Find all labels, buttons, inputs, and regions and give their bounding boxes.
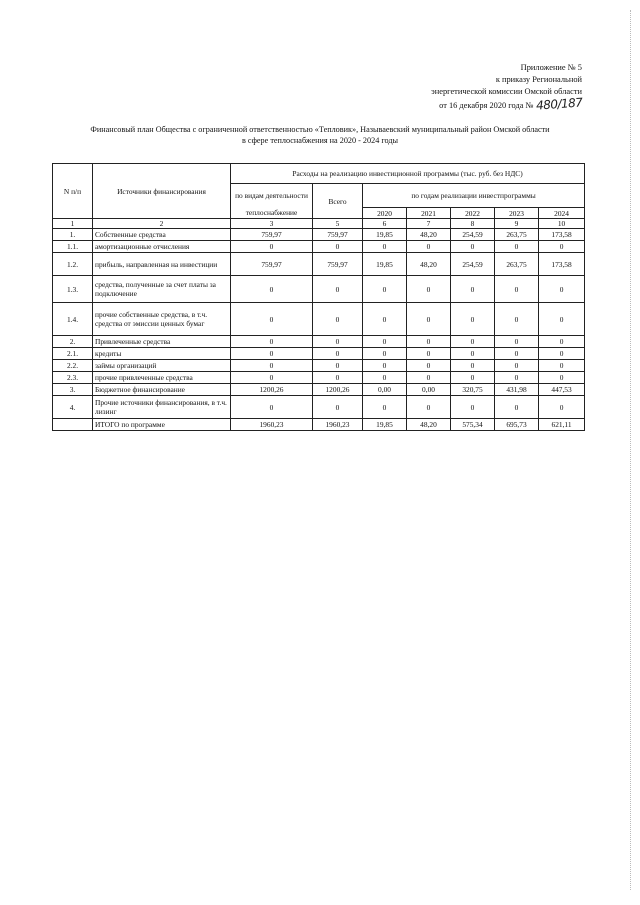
row-total: 1200,26 bbox=[313, 384, 363, 396]
page-edge-line bbox=[630, 10, 632, 890]
appendix-date-text: от 16 декабря 2020 года № bbox=[439, 101, 534, 110]
col-number: 3 bbox=[231, 219, 313, 229]
table-row bbox=[53, 229, 585, 241]
row-2024: 0 bbox=[539, 241, 585, 253]
row-2021: 0 bbox=[407, 360, 451, 372]
header-num: N п/п bbox=[53, 164, 93, 219]
header-year: 2024 bbox=[539, 208, 585, 219]
row-total: 0 bbox=[313, 348, 363, 360]
document-title bbox=[40, 124, 600, 146]
row-2022: 0 bbox=[451, 396, 495, 419]
row-2024: 173,58 bbox=[539, 253, 585, 276]
row-heat: 0 bbox=[231, 348, 313, 360]
row-num: 3. bbox=[53, 384, 93, 396]
financial-plan-table bbox=[52, 163, 585, 431]
appendix-line: энергетической комиссии Омской области bbox=[431, 87, 582, 96]
row-total: 759,97 bbox=[313, 253, 363, 276]
row-2020: 0 bbox=[363, 396, 407, 419]
row-2021: 0 bbox=[407, 372, 451, 384]
row-total: 0 bbox=[313, 336, 363, 348]
row-total: 0 bbox=[313, 241, 363, 253]
table-row bbox=[53, 396, 585, 419]
header-year: 2020 bbox=[363, 208, 407, 219]
row-2020: 19,85 bbox=[363, 419, 407, 431]
row-2022: 575,34 bbox=[451, 419, 495, 431]
row-2023: 0 bbox=[495, 348, 539, 360]
table-row-total bbox=[53, 419, 585, 431]
row-2022: 254,59 bbox=[451, 229, 495, 241]
row-2023: 0 bbox=[495, 336, 539, 348]
row-2020: 0 bbox=[363, 372, 407, 384]
appendix-line: Приложение № 5 bbox=[520, 63, 582, 72]
row-2020: 0 bbox=[363, 360, 407, 372]
row-2024: 0 bbox=[539, 396, 585, 419]
row-2021: 0 bbox=[407, 241, 451, 253]
row-2020: 19,85 bbox=[363, 253, 407, 276]
col-number: 6 bbox=[363, 219, 407, 229]
row-num: 2.2. bbox=[53, 360, 93, 372]
row-num: 1. bbox=[53, 229, 93, 241]
header-row-1 bbox=[53, 164, 585, 184]
row-2020: 0 bbox=[363, 336, 407, 348]
table-row bbox=[53, 253, 585, 276]
col-number: 9 bbox=[495, 219, 539, 229]
table-row bbox=[53, 348, 585, 360]
row-num: 2.3. bbox=[53, 372, 93, 384]
table-row bbox=[53, 241, 585, 253]
appendix-line: к приказу Региональной bbox=[495, 75, 582, 84]
row-2020: 0 bbox=[363, 276, 407, 303]
col-number: 1 bbox=[53, 219, 93, 229]
col-number: 7 bbox=[407, 219, 451, 229]
row-2023: 0 bbox=[495, 396, 539, 419]
table-row bbox=[53, 276, 585, 303]
row-2024: 0 bbox=[539, 372, 585, 384]
table-row bbox=[53, 303, 585, 336]
title-line: в сфере теплоснабжения на 2020 - 2024 годы bbox=[241, 136, 399, 145]
row-2024: 0 bbox=[539, 276, 585, 303]
row-2021: 48,20 bbox=[407, 419, 451, 431]
row-2020: 0 bbox=[363, 241, 407, 253]
row-2024: 0 bbox=[539, 348, 585, 360]
row-2021: 0 bbox=[407, 303, 451, 336]
row-2022: 0 bbox=[451, 360, 495, 372]
table-row bbox=[53, 372, 585, 384]
row-num: 1.1. bbox=[53, 241, 93, 253]
handwritten-order-number: 480/187 bbox=[535, 95, 583, 113]
row-2020: 0 bbox=[363, 348, 407, 360]
header-by-years: по годам реализации инвестпрограммы bbox=[363, 184, 585, 208]
row-2023: 263,75 bbox=[495, 229, 539, 241]
row-2023: 263,75 bbox=[495, 253, 539, 276]
col-number: 2 bbox=[93, 219, 231, 229]
row-2021: 0 bbox=[407, 396, 451, 419]
row-2024: 447,53 bbox=[539, 384, 585, 396]
header-year: 2021 bbox=[407, 208, 451, 219]
col-number: 5 bbox=[313, 219, 363, 229]
row-heat: 0 bbox=[231, 372, 313, 384]
row-source: Бюджетное финансирование bbox=[93, 384, 231, 396]
row-2023: 431,98 bbox=[495, 384, 539, 396]
header-year: 2023 bbox=[495, 208, 539, 219]
appendix-line-date bbox=[431, 95, 583, 113]
title-line: Финансовый план Общества с ограниченной ответственностью «Тепловик», Называевский муниципальный район Омской области bbox=[90, 125, 550, 134]
row-total: 0 bbox=[313, 276, 363, 303]
row-2021: 48,20 bbox=[407, 253, 451, 276]
row-2023: 0 bbox=[495, 360, 539, 372]
row-source: амортизационные отчисления bbox=[93, 241, 231, 253]
row-heat: 0 bbox=[231, 360, 313, 372]
row-2022: 0 bbox=[451, 241, 495, 253]
row-2021: 0 bbox=[407, 276, 451, 303]
column-number-row bbox=[53, 219, 585, 229]
row-heat: 1200,26 bbox=[231, 384, 313, 396]
row-2022: 0 bbox=[451, 276, 495, 303]
row-source: Собственные средства bbox=[93, 229, 231, 241]
header-source: Источники финансирования bbox=[93, 164, 231, 219]
row-2021: 0 bbox=[407, 348, 451, 360]
row-2024: 0 bbox=[539, 336, 585, 348]
row-heat: 0 bbox=[231, 276, 313, 303]
row-source: Прочие источники финансирования, в т.ч. лизинг bbox=[93, 396, 231, 419]
row-source: займы организаций bbox=[93, 360, 231, 372]
row-source: прибыль, направленная на инвестиции bbox=[93, 253, 231, 276]
row-2022: 254,59 bbox=[451, 253, 495, 276]
row-2022: 0 bbox=[451, 372, 495, 384]
row-2020: 0,00 bbox=[363, 384, 407, 396]
row-heat: 759,97 bbox=[231, 253, 313, 276]
row-heat: 759,97 bbox=[231, 229, 313, 241]
row-2022: 0 bbox=[451, 348, 495, 360]
row-num bbox=[53, 419, 93, 431]
row-total: 0 bbox=[313, 396, 363, 419]
header-by-activity: по видам деятельности bbox=[231, 184, 313, 208]
row-total: 0 bbox=[313, 360, 363, 372]
row-num: 1.2. bbox=[53, 253, 93, 276]
header-heat-supply: теплоснабжение bbox=[231, 208, 313, 219]
row-2022: 0 bbox=[451, 336, 495, 348]
row-source: Привлеченные средства bbox=[93, 336, 231, 348]
row-2020: 0 bbox=[363, 303, 407, 336]
row-2022: 320,75 bbox=[451, 384, 495, 396]
row-2024: 0 bbox=[539, 303, 585, 336]
row-heat: 0 bbox=[231, 396, 313, 419]
row-num: 1.4. bbox=[53, 303, 93, 336]
row-num: 1.3. bbox=[53, 276, 93, 303]
row-num: 4. bbox=[53, 396, 93, 419]
table-row bbox=[53, 336, 585, 348]
row-source: прочие привлеченные средства bbox=[93, 372, 231, 384]
row-total: 0 bbox=[313, 372, 363, 384]
row-num: 2.1. bbox=[53, 348, 93, 360]
row-heat: 0 bbox=[231, 241, 313, 253]
row-2022: 0 bbox=[451, 303, 495, 336]
appendix-block bbox=[431, 62, 582, 112]
row-heat: 0 bbox=[231, 336, 313, 348]
row-total: 0 bbox=[313, 303, 363, 336]
row-total: 1960,23 bbox=[313, 419, 363, 431]
row-2024: 173,58 bbox=[539, 229, 585, 241]
row-2021: 0,00 bbox=[407, 384, 451, 396]
row-heat: 0 bbox=[231, 303, 313, 336]
header-year: 2022 bbox=[451, 208, 495, 219]
row-2023: 0 bbox=[495, 372, 539, 384]
table-row bbox=[53, 384, 585, 396]
row-source: средства, полученные за счет платы за подключение bbox=[93, 276, 231, 303]
row-2023: 0 bbox=[495, 276, 539, 303]
row-2024: 621,11 bbox=[539, 419, 585, 431]
row-2023: 0 bbox=[495, 303, 539, 336]
col-number: 10 bbox=[539, 219, 585, 229]
header-expenses: Расходы на реализацию инвестиционной программы (тыс. руб. без НДС) bbox=[231, 164, 585, 184]
row-source: кредиты bbox=[93, 348, 231, 360]
row-2021: 48,20 bbox=[407, 229, 451, 241]
row-source: прочие собственные средства, в т.ч. средства от эмиссии ценных бумаг bbox=[93, 303, 231, 336]
row-2021: 0 bbox=[407, 336, 451, 348]
col-number: 8 bbox=[451, 219, 495, 229]
row-2023: 695,73 bbox=[495, 419, 539, 431]
row-total: 759,97 bbox=[313, 229, 363, 241]
row-2023: 0 bbox=[495, 241, 539, 253]
table-row bbox=[53, 360, 585, 372]
row-2020: 19,85 bbox=[363, 229, 407, 241]
row-heat: 1960,23 bbox=[231, 419, 313, 431]
header-total: Всего bbox=[313, 184, 363, 219]
row-num: 2. bbox=[53, 336, 93, 348]
row-source: ИТОГО по программе bbox=[93, 419, 231, 431]
row-2024: 0 bbox=[539, 360, 585, 372]
